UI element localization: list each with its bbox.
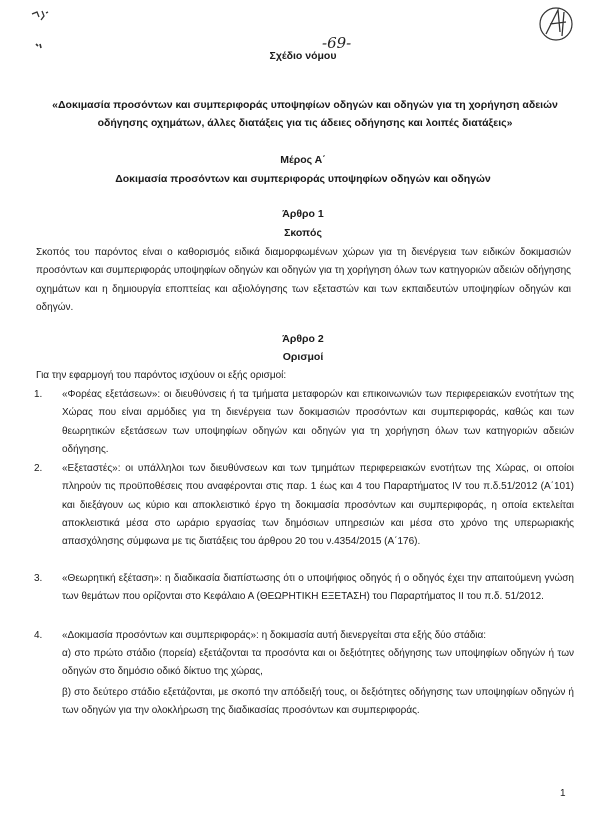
definition-subitem: [34, 645, 574, 682]
article-1-label: Άρθρο 1: [282, 208, 324, 220]
definition-item: [34, 460, 574, 551]
handwritten-page-number: -69-: [322, 34, 352, 52]
definition-text: «Δοκιμασία προσόντων και συμπεριφοράς»: η δοκιμασία αυτή διενεργείται στα εξής δύο στάδια:: [62, 630, 487, 641]
article-2-intro: Για την εφαρμογή του παρόντος ισχύουν οι εξής ορισμοί:: [36, 370, 287, 381]
article-1-heading: Σκοπός: [284, 227, 322, 239]
page-number: 1: [560, 788, 566, 799]
definition-number: 3.: [34, 573, 43, 584]
definition-item: [34, 386, 574, 459]
definition-text: «Θεωρητική εξέταση»: η διαδικασία διαπίστωσης ότι ο υποψήφιος οδηγός ή ο οδηγός έχει την απαιτούμενη γνώση των θεμάτων που ορίζονται στο Κεφάλαιο Α (ΘΕΩΡΗΤΙΚΗ ΕΞΕΤΑΣΗ) του Παραρτήματος ΙΙ του π.δ. 51/2012.: [62, 573, 574, 603]
article-2-label: Άρθρο 2: [282, 333, 324, 345]
definition-subitem: [34, 684, 574, 721]
document-subtitle: «Δοκιμασία προσόντων και συμπεριφοράς υποψηφίων οδηγών και οδηγών για τη χορήγηση αδειών οδήγησης οχημάτων, άλλες διατάξεις για τις άδειες οδήγησης και λοιπές διατάξεις»: [52, 99, 558, 129]
signature-mark: [536, 4, 576, 44]
article-1-text: Σκοπός του παρόντος είναι ο καθορισμός ειδικά διαμορφωμένων χώρων για τη διενέργεια των ειδικών δοκιμασιών προσόντων και συμπεριφοράς υποψηφίων οδηγών και οδηγών για τη χορήγηση όλων των κατηγοριών αδειών οδήγησης οχημάτων και η δημιουργία εποπτείας και αξιολόγησης των εξεταστών και των εκπαιδευτών υποψηφίων οδηγών και οδηγών.: [36, 247, 571, 313]
definition-item: [34, 570, 574, 607]
definition-item: [34, 627, 574, 645]
scan-corner-marks: [28, 8, 58, 52]
definition-number: 2.: [34, 463, 43, 474]
definition-number: 4.: [34, 630, 43, 641]
part-title: Δοκιμασία προσόντων και συμπεριφοράς υποψηφίων οδηγών και οδηγών: [115, 173, 491, 185]
article-2-heading: Ορισμοί: [282, 351, 324, 363]
definition-text: «Φορέας εξετάσεων»: οι διευθύνσεις ή τα τμήματα μεταφορών και επικοινωνιών των περιφερειακών ενοτήτων της Χώρας που είναι αρμόδιες για τη διενέργεια των δοκιμασιών προσόντων και συμπεριφοράς, καθώς και των θεωρητικών εξετάσεων των υποψηφίων οδηγών και οδηγών για τη χορήγηση όλων των κατηγοριών αδειών οδήγησης.: [62, 389, 574, 455]
definition-subitem-b: β) στο δεύτερο στάδιο εξετάζονται, με σκοπό την απόδειξή τους, οι δεξιότητες οδήγησης των υποψηφίων οδηγών ή των οδηγών για την ολοκλήρωση της διαδικασίας προσόντων και συμπεριφοράς.: [62, 687, 574, 717]
definition-number: 1.: [34, 389, 43, 400]
definition-text: «Εξεταστές»: οι υπάλληλοι των διευθύνσεων και των τμημάτων περιφερειακών ενοτήτων της Χώρας, οι οποίοι πληρούν τις προϋποθέσεις που αναφέρονται στις παρ. 1 έως και 4 του Παραρτήματος IV του π.δ.51/2012 (Α΄101) και διεξάγουν ως κύριο και αποκλειστικό έργο τη δοκιμασία προσόντων και συμπεριφοράς, η οποία εκτελείται αποκλειστικά μέσα στο ωράριο εργασίας των δημόσιων υπηρεσιών και μέσα στο χρόνο της υπερωριακής απασχόλησης σύμφωνα με τις διατάξεις του άρθρου 20 του ν.4354/2015 (Α΄176).: [62, 463, 574, 548]
definition-subitem-a: α) στο πρώτο στάδιο (πορεία) εξετάζονται τα προσόντα και οι δεξιότητες οδήγησης των υποψηφίων οδηγών ή των οδηγών στο δημόσιο οδικό δίκτυο της χώρας,: [62, 648, 574, 678]
document-title: Σχέδιο νόμου: [269, 50, 337, 62]
part-label: Μέρος Α΄: [280, 154, 326, 166]
